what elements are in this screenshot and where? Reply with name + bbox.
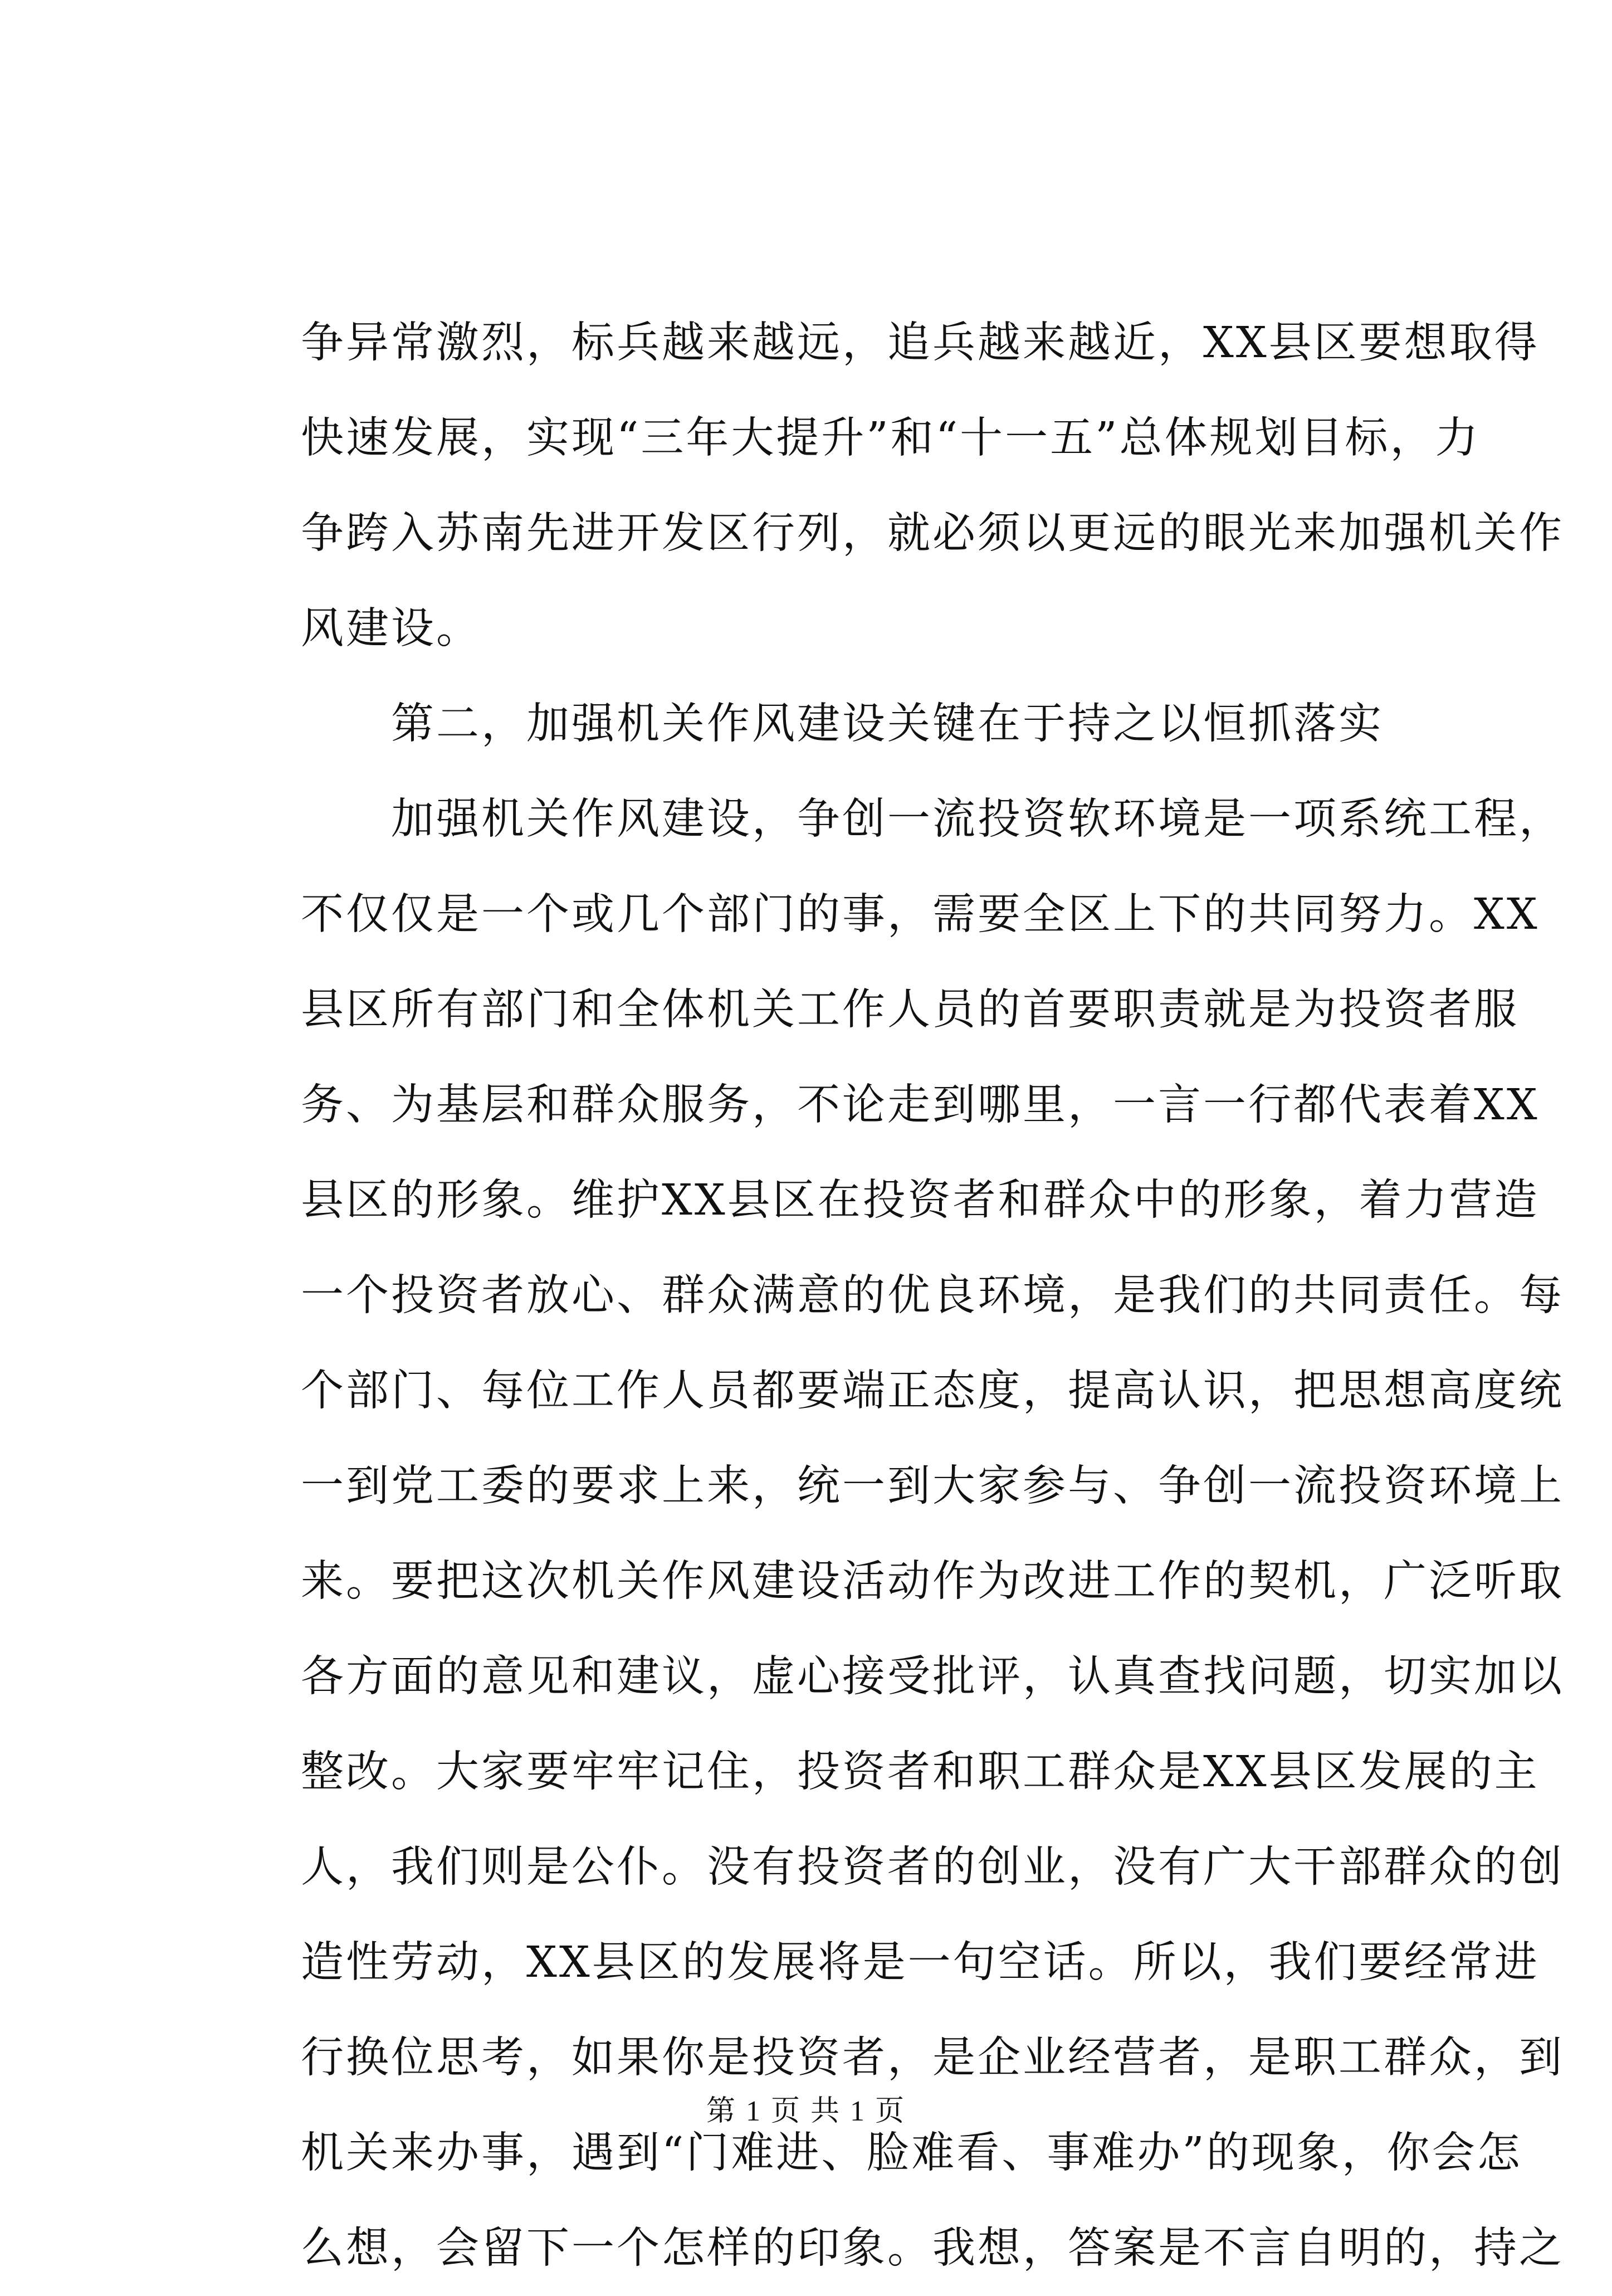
page-number-footer: 第 1 页 共 1 页 [706, 2095, 906, 2127]
text-line: 县区的形象。维护XX县区在投资者和群众中的形象，着力营造 [301, 1176, 1540, 1225]
text-line: 整改。大家要牢牢记住，投资者和职工群众是XX县区发展的主 [301, 1747, 1540, 1797]
text-line: 一个投资者放心、群众满意的优良环境，是我们的共同责任。每 [301, 1271, 1564, 1320]
text-line: 造性劳动，XX县区的发展将是一句空话。所以，我们要经常进 [301, 1938, 1540, 1987]
document-body [301, 295, 1564, 2296]
text-line: 务、为基层和群众服务，不论走到哪里，一言一行都代表着XX [301, 1080, 1540, 1130]
text-line: 风建设。 [301, 604, 481, 654]
text-line: 行换位思考，如果你是投资者，是企业经营者，是职工群众，到 [301, 2033, 1564, 2083]
text-line: 个部门、每位工作人员都要端正态度，提高认识，把思想高度统 [301, 1366, 1564, 1416]
text-line: 快速发展，实现“三年大提升”和“十一五”总体规划目标，力 [301, 413, 1481, 463]
text-line: 各方面的意见和建议，虚心接受批评，认真查找问题，切实加以 [301, 1652, 1564, 1702]
text-line: 不仅仅是一个或几个部门的事，需要全区上下的共同努力。XX [301, 890, 1540, 939]
text-line: 人，我们则是公仆。没有投资者的创业，没有广大干部群众的创 [301, 1842, 1564, 1892]
text-line: 县区所有部门和全体机关工作人员的首要职责就是为投资者服 [301, 985, 1519, 1035]
section-heading: 第二，加强机关作风建设关键在于持之以恒抓落实 [301, 699, 1384, 749]
text-line: 争异常激烈，标兵越来越远，追兵越来越近，XX县区要想取得 [301, 318, 1540, 368]
text-line: 争跨入苏南先进开发区行列，就必须以更远的眼光来加强机关作 [301, 509, 1564, 558]
text-line: 一到党工委的要求上来，统一到大家参与、争创一流投资环境上 [301, 1461, 1564, 1511]
text-line: 来。要把这次机关作风建设活动作为改进工作的契机，广泛听取 [301, 1557, 1564, 1606]
text-line: 加强机关作风建设，争创一流投资软环境是一项系统工程， [301, 794, 1564, 844]
text-line: 么想，会留下一个怎样的印象。我想，答案是不言自明的，持之 [301, 2224, 1564, 2273]
text-line: 机关来办事，遇到“门难进、脸难看、事难办”的现象，你会怎 [301, 2128, 1522, 2178]
